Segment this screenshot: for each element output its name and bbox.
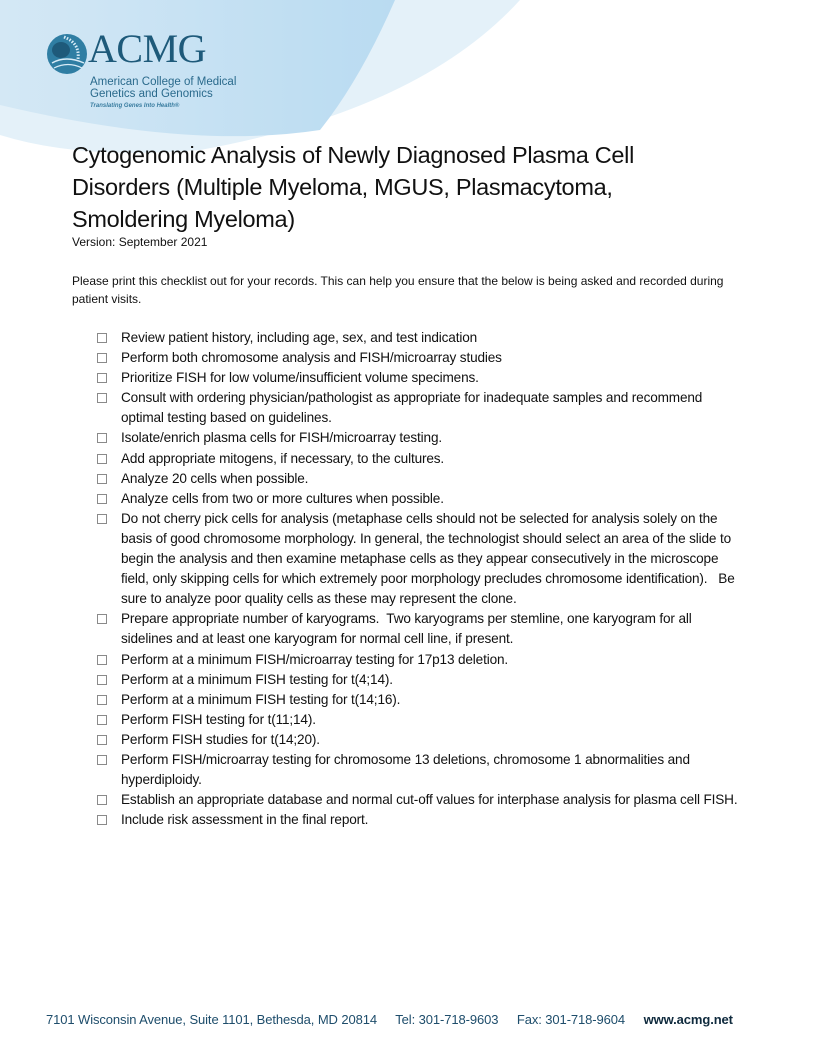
checklist-item-text: Include risk assessment in the final report.: [121, 812, 369, 828]
empty-checkbox-icon[interactable]: [97, 755, 107, 765]
checklist-item: [96, 650, 746, 670]
checklist-item: [96, 328, 746, 348]
checklist-item: [96, 489, 746, 509]
footer-fax: Fax: 301-718-9604: [516, 1012, 626, 1027]
empty-checkbox-icon[interactable]: [97, 614, 107, 624]
document-version: Version: September 2021: [72, 235, 208, 249]
empty-checkbox-icon[interactable]: [97, 735, 107, 745]
logo-tagline: Translating Genes Into Health®: [90, 103, 180, 109]
empty-checkbox-icon[interactable]: [97, 815, 107, 825]
checklist-item-text: Perform at a minimum FISH testing for t(14;16).: [121, 691, 401, 707]
checklist-item: [96, 388, 746, 428]
checklist-item-text: Perform FISH studies for t(14;20).: [121, 731, 320, 747]
org-name-line-2: Genetics and Genomics: [90, 88, 213, 100]
checklist-item-text: Perform at a minimum FISH testing for t(4;14).: [121, 671, 393, 687]
checklist-item-text: Perform both chromosome analysis and FISH/microarray studies: [121, 350, 502, 366]
checklist-item: [96, 730, 746, 750]
footer-address: 7101 Wisconsin Avenue, Suite 1101, Bethesda, MD 20814: [46, 1012, 377, 1027]
org-name-line-1: American College of Medical: [90, 76, 237, 88]
footer-tel: Tel: 301-718-9603: [395, 1012, 499, 1027]
checklist-item-text: Add appropriate mitogens, if necessary, to the cultures.: [121, 450, 445, 466]
empty-checkbox-icon[interactable]: [97, 675, 107, 685]
checklist-item: [96, 750, 746, 790]
checklist: [96, 328, 746, 830]
empty-checkbox-icon[interactable]: [97, 474, 107, 484]
checklist-item-text: Perform FISH testing for t(11;14).: [121, 711, 316, 727]
empty-checkbox-icon[interactable]: [97, 373, 107, 383]
empty-checkbox-icon[interactable]: [97, 433, 107, 443]
checklist-item: [96, 609, 746, 649]
dna-globe-icon: [46, 33, 88, 75]
logo-wordmark: ACMG: [88, 26, 207, 71]
checklist-item: [96, 690, 746, 710]
checklist-item: [96, 449, 746, 469]
empty-checkbox-icon[interactable]: [97, 514, 107, 524]
checklist-item-text: Establish an appropriate database and normal cut-off values for interphase analysis for plasma cell FISH.: [121, 792, 738, 808]
empty-checkbox-icon[interactable]: [97, 795, 107, 805]
checklist-item: [96, 469, 746, 489]
checklist-item-text: Analyze cells from two or more cultures when possible.: [121, 490, 444, 506]
checklist-item: [96, 810, 746, 830]
checklist-item: [96, 428, 746, 448]
checklist-item: [96, 368, 746, 388]
checklist-item: [96, 670, 746, 690]
footer-contact: [46, 1012, 733, 1027]
checklist-item-text: Prepare appropriate number of karyograms. Two karyograms per stemline, one karyogram for all sidelines and at least one karyogram for normal cell line, if present.: [121, 611, 696, 647]
footer-website-link[interactable]: www.acmg.net: [643, 1012, 733, 1027]
empty-checkbox-icon[interactable]: [97, 333, 107, 343]
checklist-item: [96, 348, 746, 368]
empty-checkbox-icon[interactable]: [97, 454, 107, 464]
empty-checkbox-icon[interactable]: [97, 393, 107, 403]
empty-checkbox-icon[interactable]: [97, 695, 107, 705]
checklist-item-text: Analyze 20 cells when possible.: [121, 470, 309, 486]
checklist-item-text: Do not cherry pick cells for analysis (metaphase cells should not be selected for analysis solely on the basis of good chromosome morphology. In general, the technologist should select an area of the slide to begin the analysis and then examine metaphase cells as they appear consecutively in the microscope field, only skipping cells for which extremely poor morphology precludes chromosome identification). Be sure to analyze poor quality cells as these may represent the clone.: [121, 510, 739, 607]
empty-checkbox-icon[interactable]: [97, 715, 107, 725]
checklist-item-text: Perform FISH/microarray testing for chromosome 13 deletions, chromosome 1 abnormalities and hyperdiploidy.: [121, 751, 694, 788]
checklist-item: [96, 790, 746, 810]
empty-checkbox-icon[interactable]: [97, 494, 107, 504]
checklist-item-text: Prioritize FISH for low volume/insufficient volume specimens.: [121, 370, 479, 386]
checklist-item-text: Consult with ordering physician/pathologist as appropriate for inadequate samples and recommend optimal testing based on guidelines.: [121, 390, 706, 426]
checklist-item: [96, 509, 746, 609]
checklist-item-text: Perform at a minimum FISH/microarray testing for 17p13 deletion.: [121, 651, 509, 667]
checklist-item-text: Isolate/enrich plasma cells for FISH/microarray testing.: [121, 430, 442, 446]
empty-checkbox-icon[interactable]: [97, 655, 107, 665]
empty-checkbox-icon[interactable]: [97, 353, 107, 363]
checklist-item: [96, 710, 746, 730]
document-title: Cytogenomic Analysis of Newly Diagnosed Plasma Cell Disorders (Multiple Myeloma, MGUS, Plasmacytoma, Smoldering Myeloma): [72, 142, 635, 232]
acmg-logo: [46, 26, 246, 118]
checklist-item-text: Review patient history, including age, sex, and test indication: [121, 330, 478, 345]
intro-text: Please print this checklist out for your records. This can help you ensure that the below is being asked and recorded during patient visits.: [72, 274, 724, 306]
